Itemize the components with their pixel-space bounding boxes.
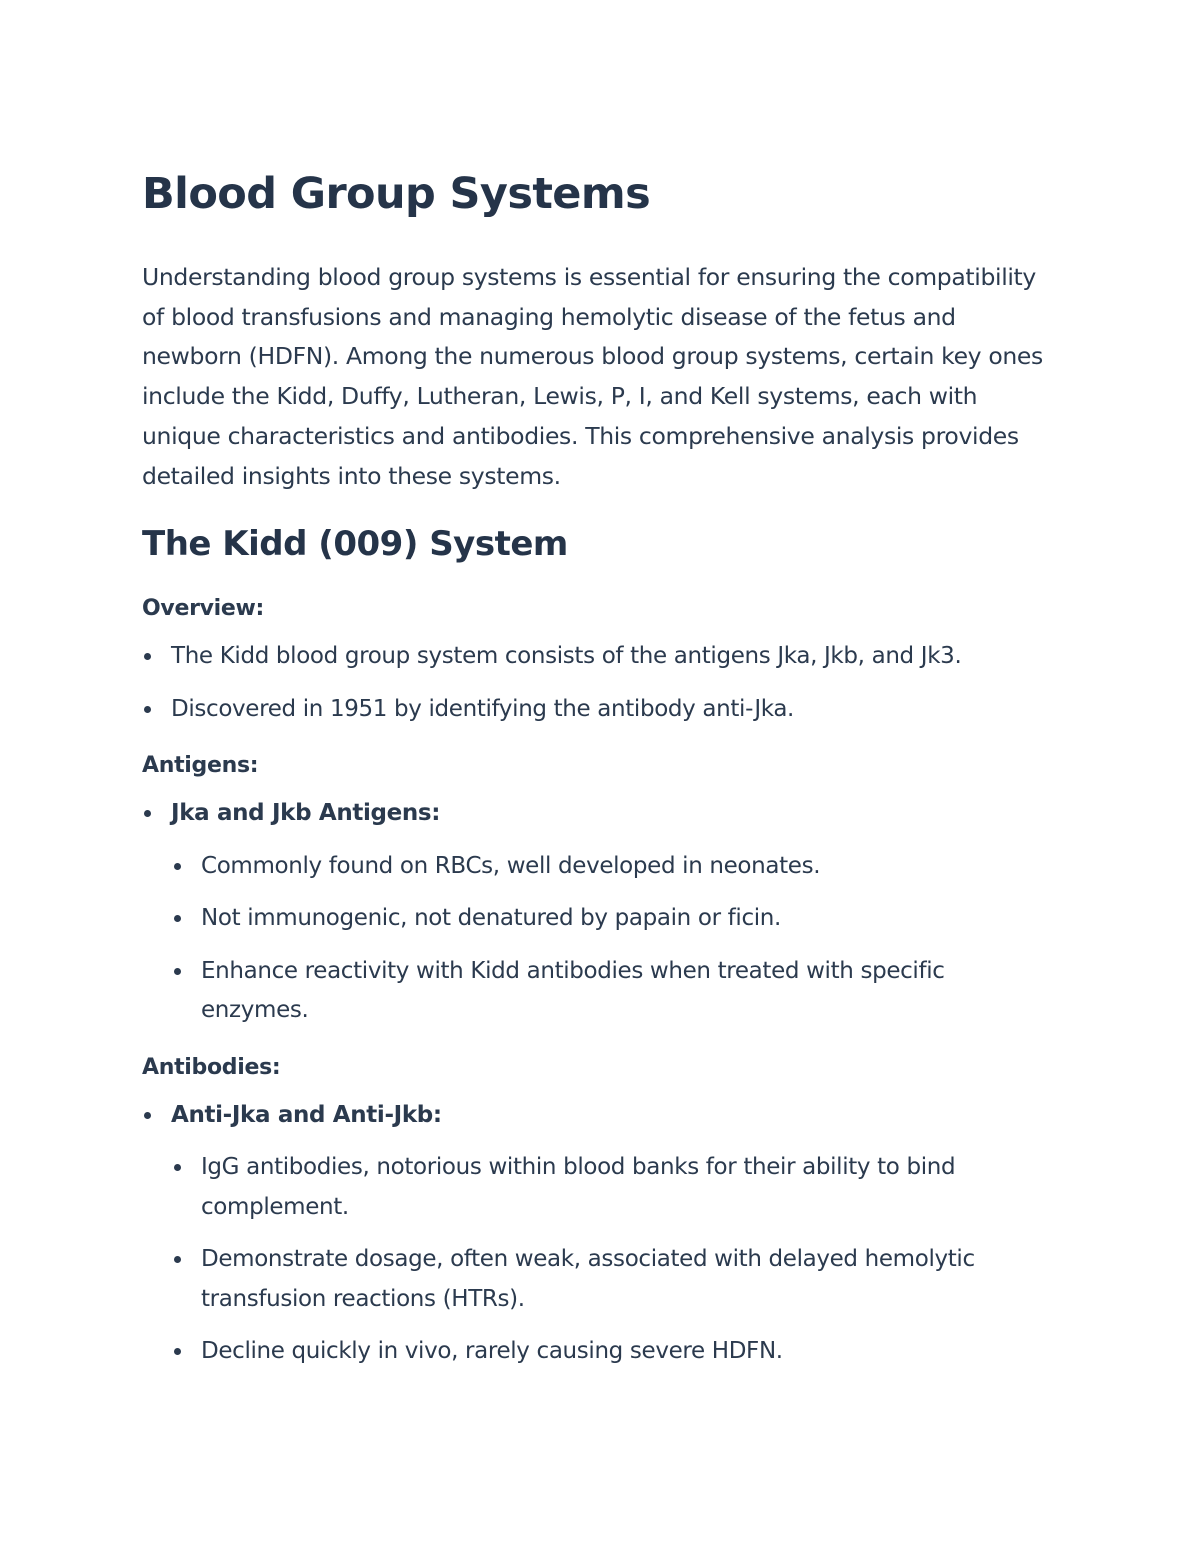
list-item — [142, 1240, 1047, 1319]
list-item — [142, 637, 1047, 677]
list-item-text: IgG antibodies, notorious within blood banks for their ability to bind complement. — [201, 1154, 956, 1220]
list-item — [142, 952, 1047, 1031]
document-page — [142, 168, 1047, 1372]
antigens-list — [142, 794, 1047, 1031]
list-item-text: Enhance reactivity with Kidd antibodies when treated with specific enzymes. — [201, 957, 945, 1024]
bullet-icon — [174, 968, 181, 975]
bullet-icon — [144, 1112, 151, 1119]
intro-paragraph: Understanding blood group systems is essential for ensuring the compatibility of blood transfusions and managing hemolytic disease of the fetus and newborn (HDFN). Among the numerous blood group systems, certain key ones include the Kidd, Duffy, Lutheran, Lewis, P, I, and Kell systems, each with unique characteristics and antibodies. This comprehensive analysis provides detailed insights into these systems. — [142, 263, 1043, 490]
list-item — [142, 1096, 1047, 1136]
list-item — [142, 847, 1047, 887]
bullet-icon — [144, 810, 151, 817]
list-item — [142, 1148, 1047, 1227]
bullet-icon — [174, 863, 181, 870]
list-item-text: Decline quickly in vivo, rarely causing severe HDFN. — [201, 1338, 783, 1365]
antigens-group-title: Jka and Jkb Antigens: — [171, 800, 441, 827]
page-title: Blood Group Systems — [142, 169, 651, 219]
antibodies-group-title: Anti-Jka and Anti-Jkb: — [171, 1101, 442, 1128]
bullet-icon — [174, 915, 181, 922]
bullet-icon — [144, 706, 151, 713]
list-item-text: Not immunogenic, not denatured by papain or ficin. — [201, 905, 781, 932]
antigens-label: Antigens: — [142, 753, 259, 779]
list-item-text: Discovered in 1951 by identifying the antibody anti-Jka. — [171, 695, 795, 722]
bullet-icon — [174, 1348, 181, 1355]
bullet-icon — [144, 653, 151, 660]
overview-label: Overview: — [142, 596, 265, 622]
list-item — [142, 1332, 1047, 1372]
overview-list — [142, 637, 1047, 729]
list-item — [142, 794, 1047, 834]
section-heading: The Kidd (009) System — [142, 524, 568, 565]
list-item-text: The Kidd blood group system consists of the antigens Jka, Jkb, and Jk3. — [171, 643, 962, 670]
antibodies-list — [142, 1096, 1047, 1372]
list-item-text: Demonstrate dosage, often weak, associated with delayed hemolytic transfusion reactions (HTRs). — [201, 1246, 975, 1312]
bullet-icon — [174, 1256, 181, 1263]
bullet-icon — [174, 1164, 181, 1171]
antibodies-label: Antibodies: — [142, 1054, 281, 1080]
list-item-text: Commonly found on RBCs, well developed in neonates. — [201, 852, 821, 879]
list-item — [142, 899, 1047, 939]
list-item — [142, 690, 1047, 730]
